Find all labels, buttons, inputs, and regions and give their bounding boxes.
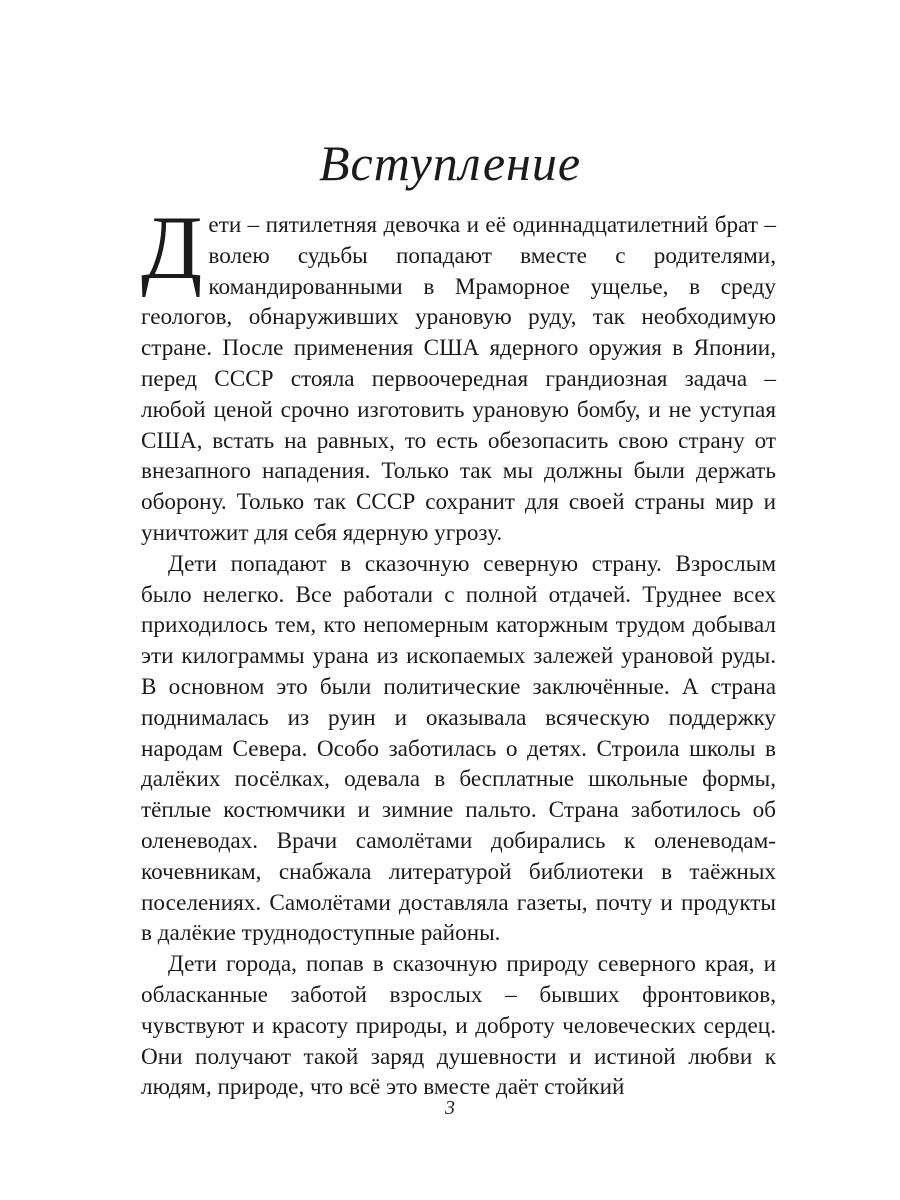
paragraph-2: Дети попадают в сказочную северную страну. Взрослым было нелегко. Все работали с полной отдачей. Труднее всех приходилось тем, кто непомерным каторжным трудом добывал эти килограммы урана из ископаемых залежей урановой руды. В основном это были политические заключённые. А страна поднималась из руин и оказывала всяческую поддержку народам Севера. Особо заботилась о детях. Строила школы в далёких посёлках, одевала в бесплатные школьные формы, тёплые костюмчики и зимние пальто. Страна заботилось об оленеводах. Врачи самолётами добирались к оленеводам-кочевникам, снабжала литературой библиотеки в таёжных поселениях. Самолётами доставляла газеты, почту и продукты в далёкие труднодоступные районы.: [141, 550, 776, 947]
dropcap-letter: Д: [141, 199, 203, 298]
chapter-title: Вступление: [318, 135, 582, 191]
paragraph-3: Дети города, попав в сказочную природу северного края, и обласканные заботой взрослых – бывших фронтовиков, чувствуют и красоту природы, и доброту человеческих сердец. Они получают такой заряд душевности и истиной любви к людям, природе, что всё это вместе даёт стойкий: [141, 951, 776, 1101]
page-number: 3: [445, 1097, 455, 1119]
body-text: [141, 199, 776, 1103]
paragraph-1: [141, 199, 776, 549]
paragraph-1-text: ети – пятилетняя девочка и её одиннадцатилетний брат – волею судьбы попадают вместе с родителями, командированными в Мраморное ущелье, в среду геологов, обнаруживших урановую руду, так необходимую стране. После применения США ядерного оружия в Японии, перед СССР стояла первоочередная грандиозная задача – любой ценой срочно изготовить урановую бомбу, и не уступая США, встать на равных, то есть обезопасить свою страну от внезапного нападения. Только так мы должны были держать оборону. Только так СССР сохранит для своей страны мир и уничтожит для себя ядерную угрозу.: [141, 212, 776, 546]
